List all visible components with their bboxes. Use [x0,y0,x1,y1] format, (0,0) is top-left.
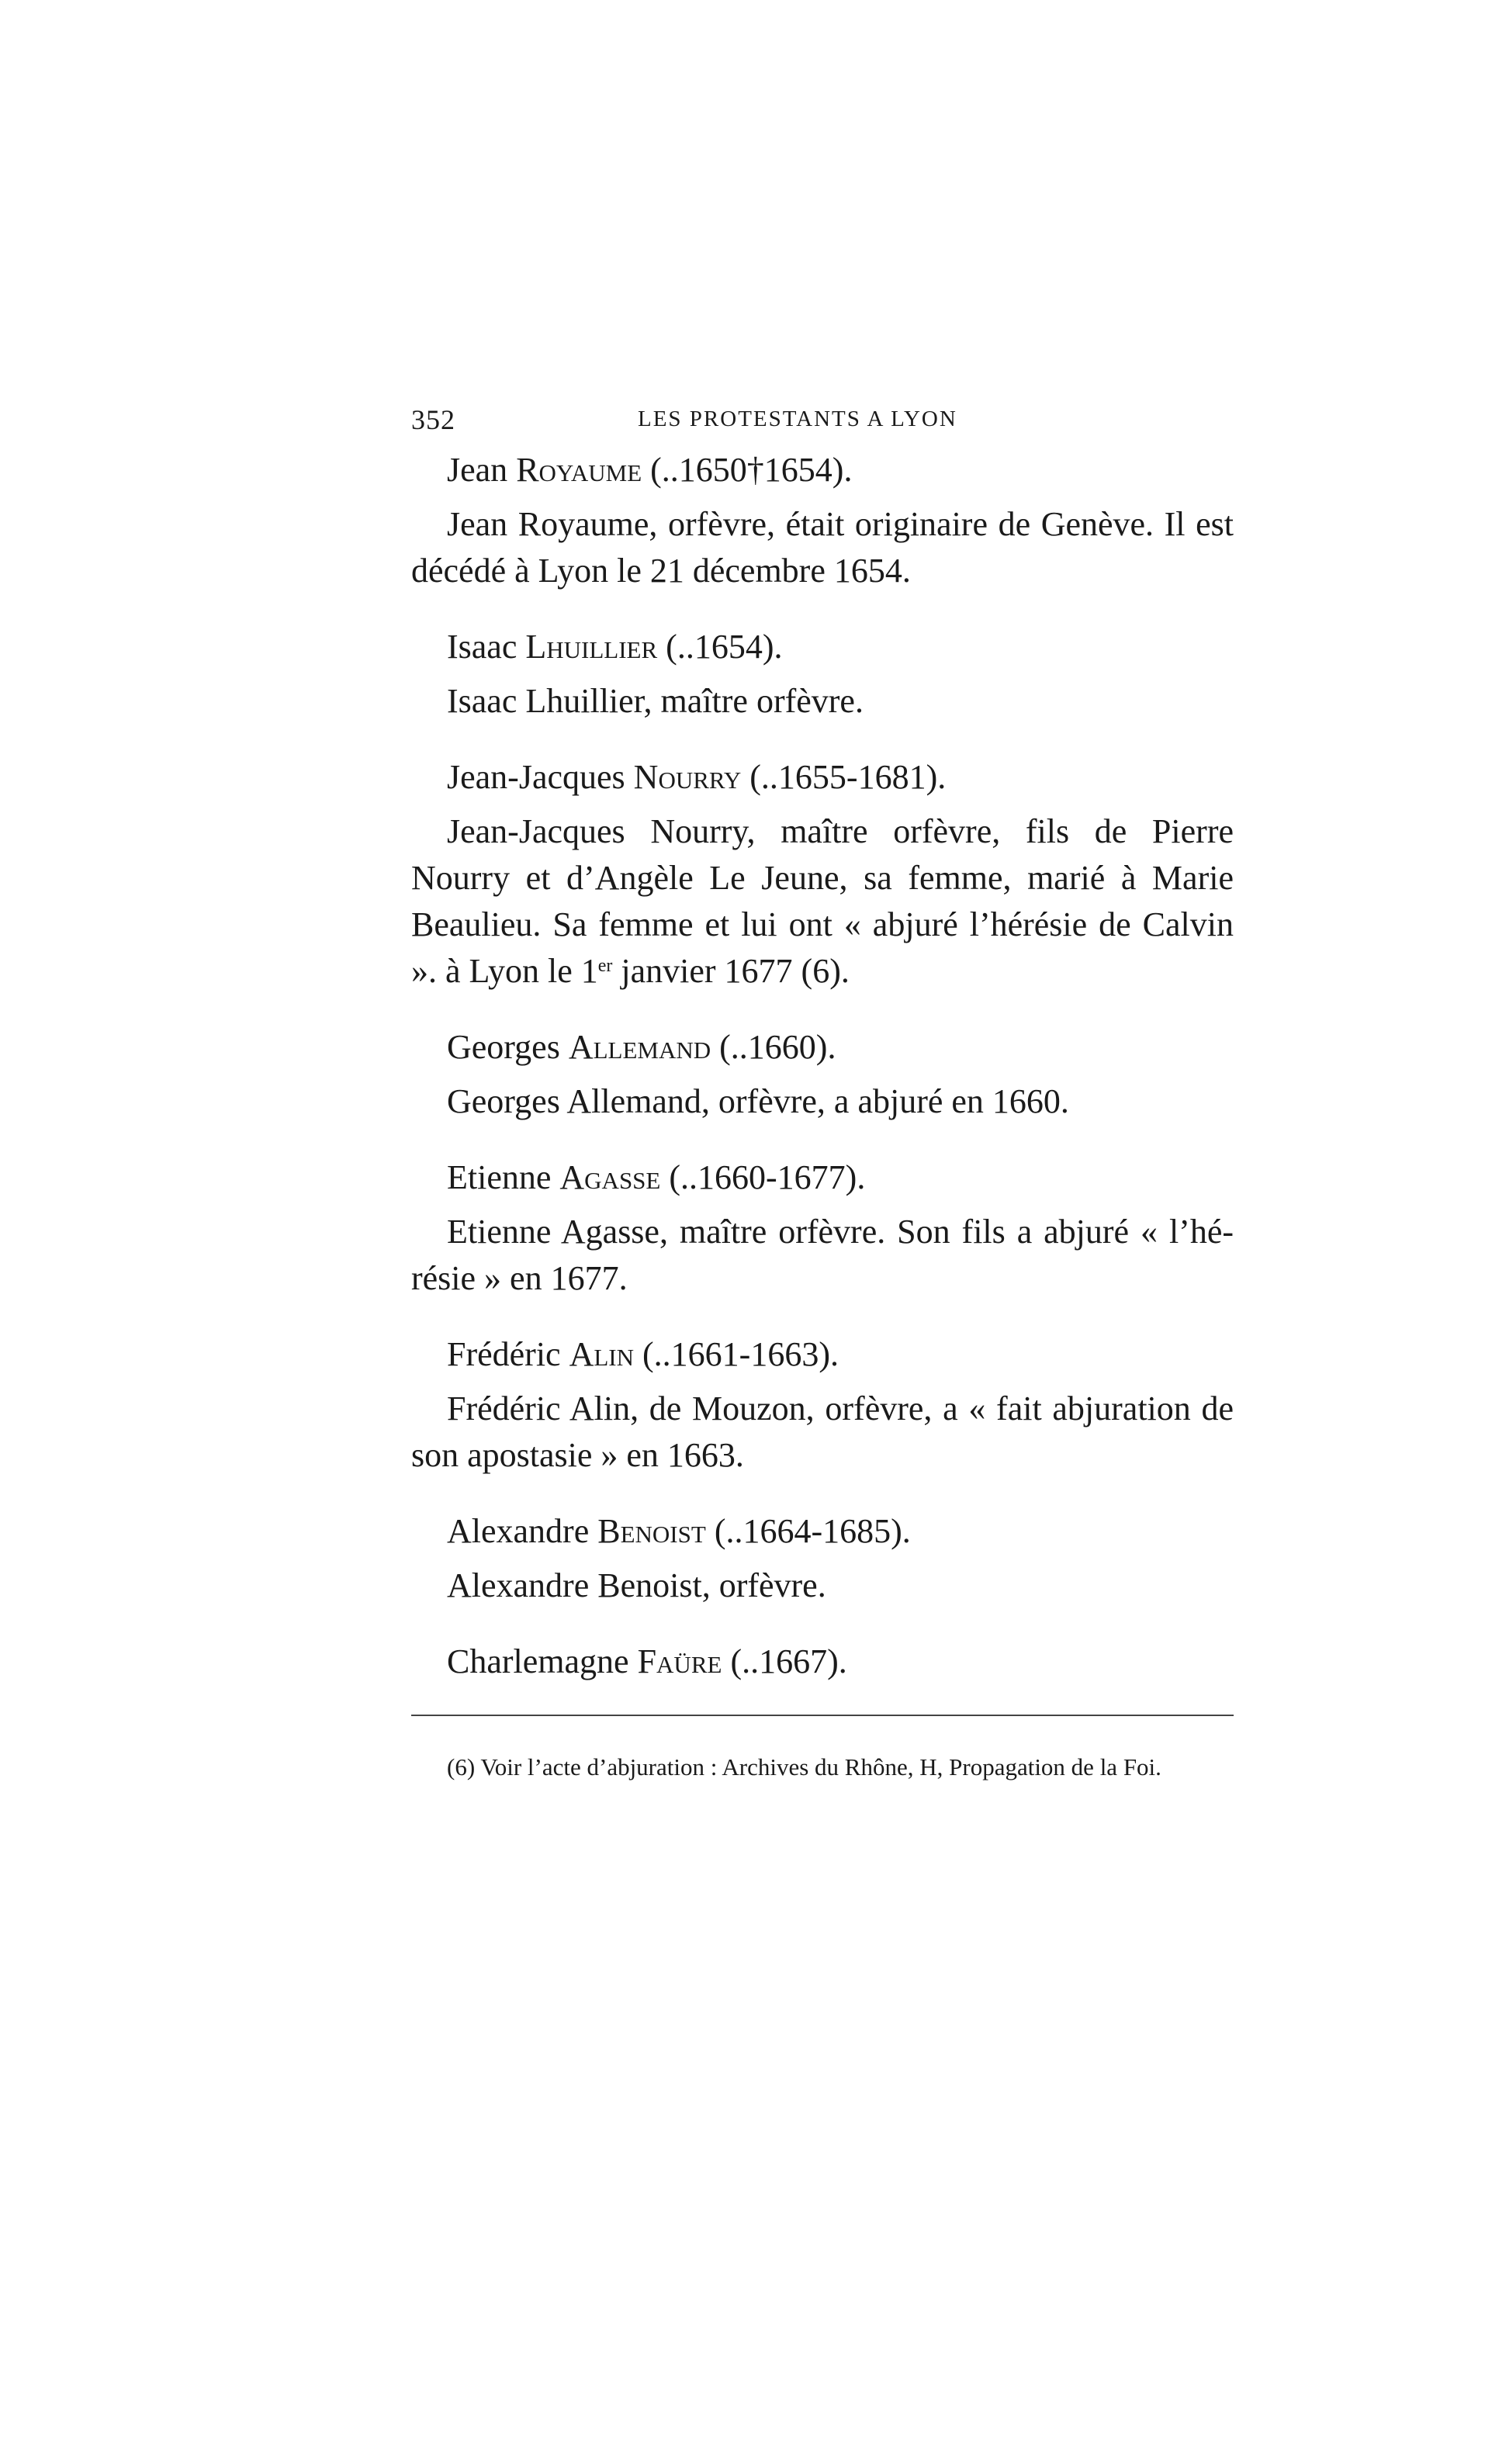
entry-lhuillier [411,624,1234,725]
page-number: 352 [411,404,455,435]
entry-heading [411,1331,1234,1378]
running-title: LES PROTESTANTS A LYON [638,407,957,431]
given-name: Frédéric [447,1335,561,1373]
surname: Lhuillier [525,628,658,666]
dates: (..1654). [666,628,783,666]
dates: (..1667). [730,1642,847,1680]
surname: Faüre [637,1642,722,1680]
entry-text: Etienne Agasse, maître orfèvre. Son fils a abjuré « l’hé-résie » en 1677. [411,1213,1234,1297]
entry-royaume [411,447,1234,594]
entry-nourry [411,754,1234,995]
dates: (..1664-1685). [714,1512,911,1550]
ordinal-superscript: er [597,956,613,976]
entry-heading [411,1508,1234,1555]
given-name: Jean [447,451,508,489]
entry-heading [411,447,1234,493]
entry-list [411,447,1234,1685]
surname: Alin [569,1335,635,1373]
surname: Royaume [516,451,642,489]
dates: (..1655-1681). [749,758,947,796]
given-name: Alexandre [447,1512,590,1550]
dates: (..1661-1663). [642,1335,839,1373]
entry-alin [411,1331,1234,1479]
entry-text: Georges Allemand, orfèvre, a abjuré en 1660. [447,1082,1069,1120]
footnote-rule [411,1715,1234,1716]
entry-text: Jean Royaume, orfèvre, était originaire de Genève. Il est décédé à Lyon le 21 décembre 1654. [411,505,1234,590]
entry-heading [411,1154,1234,1201]
entry-text: Isaac Lhuillier, maître orfèvre. [447,682,864,720]
entry-text: Alexandre Benoist, orfèvre. [447,1566,826,1604]
surname: Benoist [597,1512,706,1550]
given-name: Charlemagne [447,1642,629,1680]
dates: (..1660-1677). [669,1158,866,1196]
entry-text: Frédéric Alin, de Mouzon, orfèvre, a « fait abjuration de son apostasie » en 1663. [411,1389,1234,1474]
entry-heading [411,624,1234,670]
entry-agasse [411,1154,1234,1302]
surname: Nourry [633,758,742,796]
entry-heading [411,1639,1234,1685]
entry-heading [411,1024,1234,1071]
footnote: (6) Voir l’acte d’abjuration : Archives du Rhône, H, Propagation de la Foi. [447,1753,1161,1781]
entry-faure [411,1639,1234,1685]
entry-text [411,808,1234,995]
entry-benoist [411,1508,1234,1609]
surname: Allemand [568,1028,711,1066]
surname: Agasse [559,1158,661,1196]
entry-text-end: janvier 1677 (6). [612,952,850,990]
dates: (..1650†1654). [650,451,853,489]
entry-allemand [411,1024,1234,1125]
given-name: Isaac [447,628,518,666]
book-page [411,403,1234,1810]
entry-heading [411,754,1234,801]
given-name: Jean-Jacques [447,758,625,796]
dates: (..1660). [719,1028,836,1066]
given-name: Georges [447,1028,560,1066]
given-name: Etienne [447,1158,552,1196]
running-head [411,403,1234,442]
entry-text-main: Jean-Jacques Nourry, maître orfèvre, fils de Pierre Nourry et d’Angèle Le Jeune, sa femme, marié à Marie Beaulieu. Sa femme et lui ont « abjuré l’hérésie de Calvin ». à Lyon le 1 [411,812,1234,990]
